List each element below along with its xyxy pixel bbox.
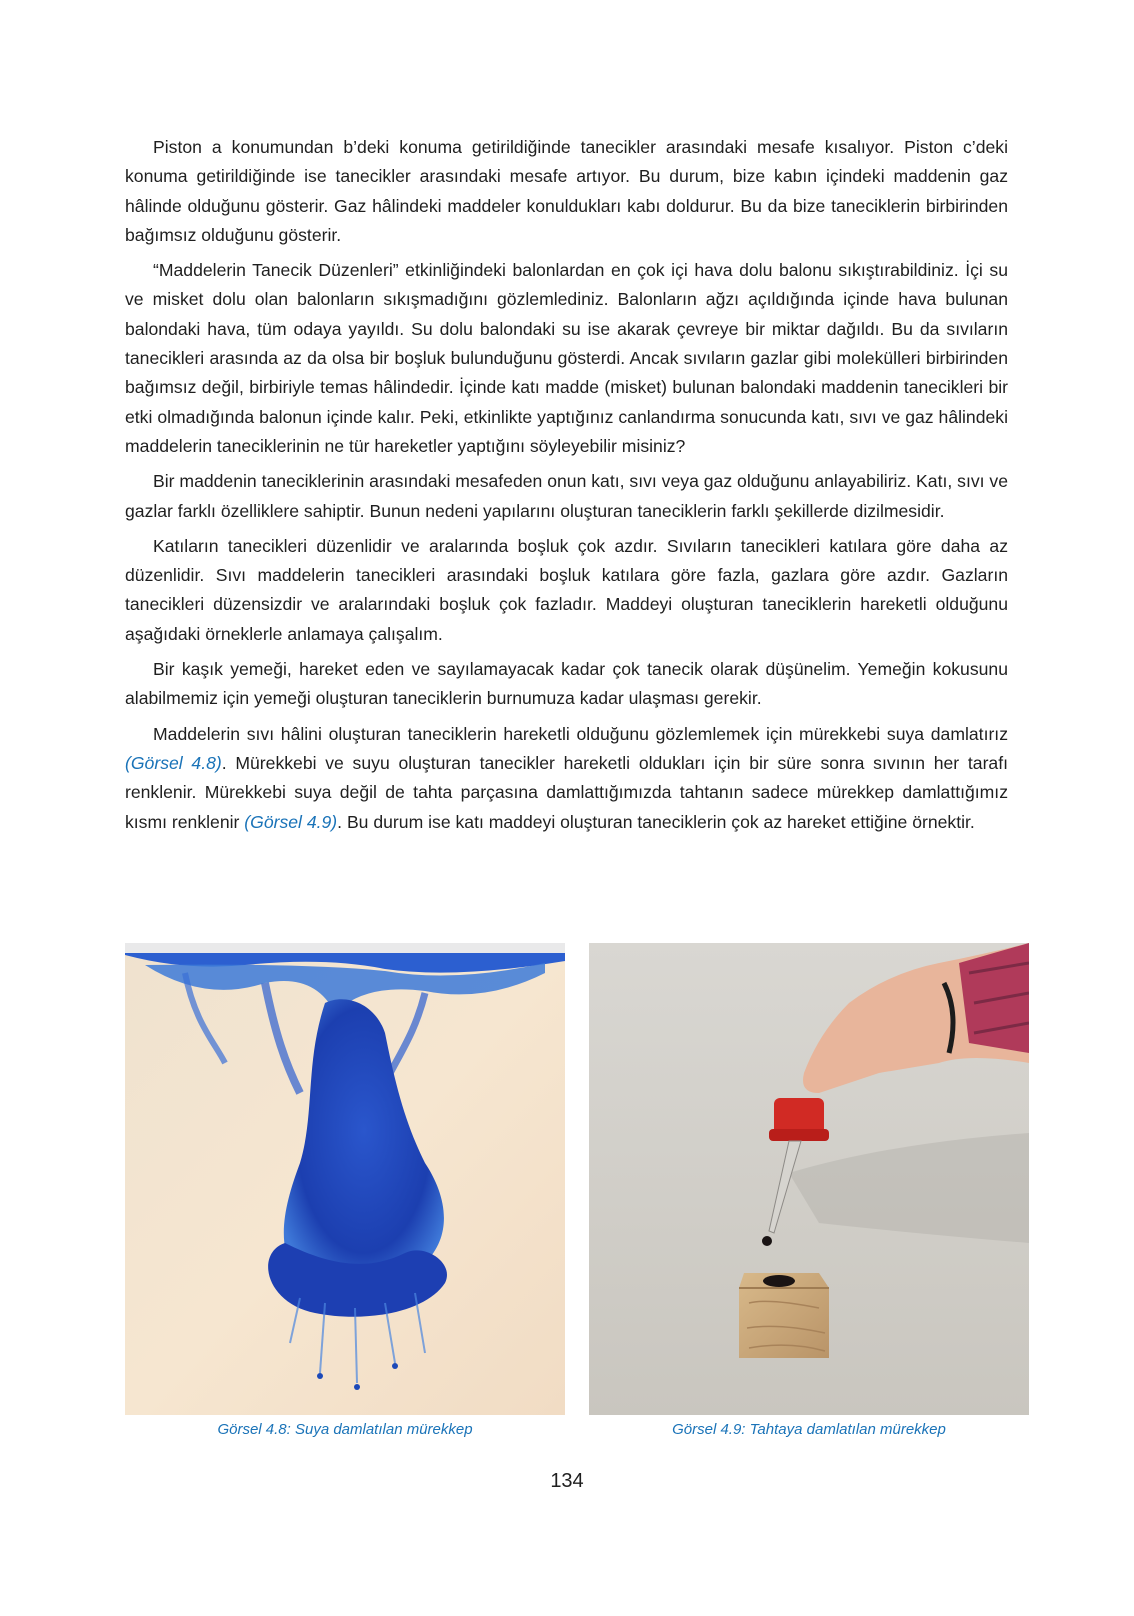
paragraph-1: Piston a konumundan b’deki konuma getirildiğinde tanecikler arasındaki mesafe kısalıyor. Piston c’deki konuma getirildiğinde ise tanecikler arasındaki mesafe artıyor. Bu durum, bize kabın içindeki maddenin gaz hâlinde olduğunu gösterir. Gaz hâlindeki maddeler konuldukları kabı doldurur. Bu da bize taneciklerin birbirinden bağımsız olduğunu gösterir. [125, 137, 1008, 245]
paragraph-6-part-c: . Bu durum ise katı maddeyi oluşturan taneciklerin çok az hareket ettiğine örnektir. [337, 811, 975, 832]
figure-4-8-caption: Görsel 4.8: Suya damlatılan mürekkep [217, 1421, 473, 1438]
paragraph-6-part-b: . Mürekkebi ve suyu oluşturan tanecikler hareketli oldukları için bir süre sonra sıvının her tarafı renklenir. Mürekkebi suya değil de tahta parçasına damlattığımızda tahtanın sadece mürekkep damlattığımız kısmı renklenir [125, 752, 1008, 832]
paragraph-3: Bir maddenin taneciklerinin arasındaki mesafeden onun katı, sıvı veya gaz olduğunu anlayabiliriz. Katı, sıvı ve gazlar farklı özelliklere sahiptir. Bunun nedeni yapılarını oluşturan taneciklerin farklı şekillerde dizilmesidir. [125, 471, 1008, 521]
ink-on-wood-illustration [589, 943, 1029, 1415]
paragraph-6 [125, 720, 1008, 837]
paragraph-4: Katıların tanecikleri düzenlidir ve aralarında boşluk çok azdır. Sıvıların tanecikleri katılara göre daha az düzenlidir. Sıvı maddelerin tanecikleri arasındaki boşluk katılara göre fazla, gazlara göre azdır. Gazların tanecikleri düzensizdir ve aralarındaki boşluk çok fazladır. Maddeyi oluşturan taneciklerin hareketli olduğunu aşağıdaki örneklerle anlamaya çalışalım. [125, 535, 1008, 644]
body-text [125, 133, 1008, 843]
ink-in-water-illustration [125, 943, 565, 1415]
ink-in-water-image [125, 943, 565, 1415]
paragraph-5: Bir kaşık yemeği, hareket eden ve sayılamayacak kadar çok tanecik olarak düşünelim. Yemeğin kokusunu alabilmemiz için yemeği oluşturan taneciklerin burnumuza kadar ulaşması gerekir. [125, 659, 1008, 709]
paragraph-6-part-a: Maddelerin sıvı hâlini oluşturan taneciklerin hareketli olduğunu gözlemlemek için mürekkebi suya damlatırız [153, 723, 1008, 744]
paragraph-2: “Maddelerin Tanecik Düzenleri” etkinliğindeki balonlardan en çok içi hava dolu balonu sıkıştırabildiniz. İçi su ve misket dolu olan balonların sıkışmadığını gözlemlediniz. Balonların ağzı açıldığında içinde hava bulunan balondaki hava, tüm odaya yayıldı. Su dolu balondaki su ise akarak çevreye bir miktar dağıldı. Bu da sıvıların tanecikleri arasında az da olsa bir boşluk bulunduğunu gösterdi. Ancak sıvıların gazlar gibi molekülleri birbirinden bağımsız değil, birbiriyle temas hâlindedir. İçinde katı madde (misket) bulunan balondaki maddenin tanecikleri bir etki olmadığında balonun içinde kalır. Peki, etkinlikte yaptığınız canlandırma sonucunda katı, sıvı ve gaz hâlindeki maddelerin taneciklerinin ne tür hareketler yaptığını söyleyebilir misiniz? [125, 260, 1008, 456]
figure-reference-4-8[interactable]: (Görsel 4.8) [125, 752, 222, 773]
figure-reference-4-9[interactable]: (Görsel 4.9) [244, 811, 338, 832]
ink-on-wood-image [589, 943, 1029, 1415]
page-number: 134 [550, 1470, 584, 1492]
figure-4-9-caption: Görsel 4.9: Tahtaya damlatılan mürekkep [672, 1421, 946, 1438]
